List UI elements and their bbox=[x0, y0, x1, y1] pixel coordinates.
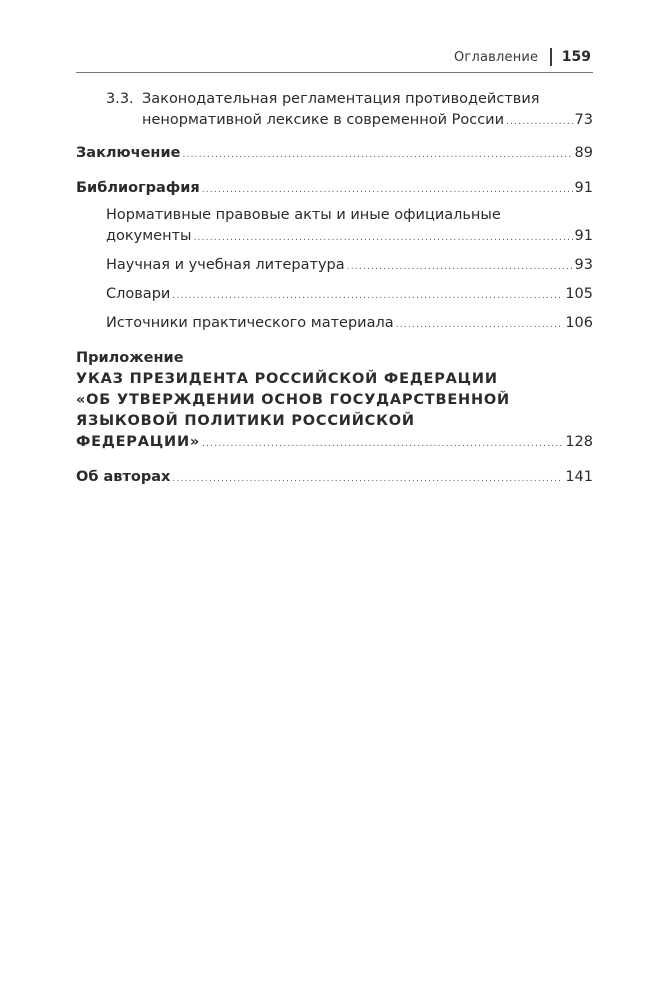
running-header-section: Оглавление bbox=[454, 49, 539, 65]
leader-dots bbox=[172, 469, 563, 490]
toc-entry-practical-sources[interactable] bbox=[106, 313, 593, 336]
toc-entry-title-cont: ненормативной лексике в современной России bbox=[142, 112, 505, 128]
toc-entry-conclusion[interactable] bbox=[76, 143, 593, 166]
toc-entry-line bbox=[106, 110, 593, 133]
header-separator bbox=[550, 48, 552, 66]
toc-entry-line bbox=[106, 89, 593, 110]
appendix-title-line: «ОБ УТВЕРЖДЕНИИ ОСНОВ ГОСУДАРСТВЕННОЙ bbox=[76, 392, 510, 408]
toc-entry-title: Об авторах bbox=[76, 469, 171, 485]
page-number: 159 bbox=[561, 49, 591, 65]
toc-entry-page: 106 bbox=[565, 315, 593, 331]
leader-dots bbox=[172, 286, 563, 307]
leader-dots bbox=[182, 145, 572, 166]
header-rule bbox=[76, 72, 593, 73]
toc-entry-authors[interactable] bbox=[76, 467, 593, 490]
toc-entry-bibliography[interactable] bbox=[76, 178, 593, 201]
table-of-contents bbox=[76, 84, 593, 490]
leader-dots bbox=[396, 315, 564, 336]
toc-entry-title: Словари bbox=[106, 286, 171, 302]
toc-entry-page: 128 bbox=[565, 434, 593, 450]
toc-entry-page: 91 bbox=[574, 180, 593, 196]
toc-entry-title: Законодательная регламентация противодействия bbox=[142, 91, 540, 107]
toc-entry-page: 89 bbox=[574, 145, 593, 161]
leader-dots bbox=[193, 228, 572, 249]
appendix-title-line: УКАЗ ПРЕЗИДЕНТА РОССИЙСКОЙ ФЕДЕРАЦИИ bbox=[76, 371, 498, 387]
appendix-title-line: ФЕДЕРАЦИИ» bbox=[76, 434, 201, 450]
toc-entry-page: 93 bbox=[574, 257, 593, 273]
leader-dots bbox=[202, 434, 563, 455]
toc-entry-page: 91 bbox=[574, 228, 593, 244]
leader-dots bbox=[347, 257, 573, 278]
toc-entry-title: Заключение bbox=[76, 145, 181, 161]
running-header bbox=[454, 48, 591, 66]
toc-entry-title-cont: документы bbox=[106, 228, 192, 244]
toc-entry-appendix[interactable] bbox=[76, 348, 593, 455]
toc-entry-page: 141 bbox=[565, 469, 593, 485]
appendix-title-line: ЯЗЫКОВОЙ ПОЛИТИКИ РОССИЙСКОЙ bbox=[76, 413, 415, 429]
toc-entry-page: 105 bbox=[565, 286, 593, 302]
toc-entry-number: 3.3. bbox=[106, 91, 134, 107]
appendix-label: Приложение bbox=[76, 350, 184, 366]
leader-dots bbox=[202, 180, 573, 201]
toc-entry-title: Научная и учебная литература bbox=[106, 257, 345, 273]
toc-entry-normative-acts[interactable] bbox=[106, 205, 593, 249]
leader-dots bbox=[506, 112, 573, 133]
toc-entry-title: Нормативные правовые акты и иные официальные bbox=[106, 207, 501, 223]
toc-entry-dictionaries[interactable] bbox=[106, 284, 593, 307]
toc-entry-page: 73 bbox=[574, 112, 593, 128]
toc-entry-3-3[interactable] bbox=[106, 89, 593, 133]
toc-entry-title: Источники практического материала bbox=[106, 315, 394, 331]
toc-entry-scientific-literature[interactable] bbox=[106, 255, 593, 278]
toc-entry-title: Библиография bbox=[76, 180, 200, 196]
